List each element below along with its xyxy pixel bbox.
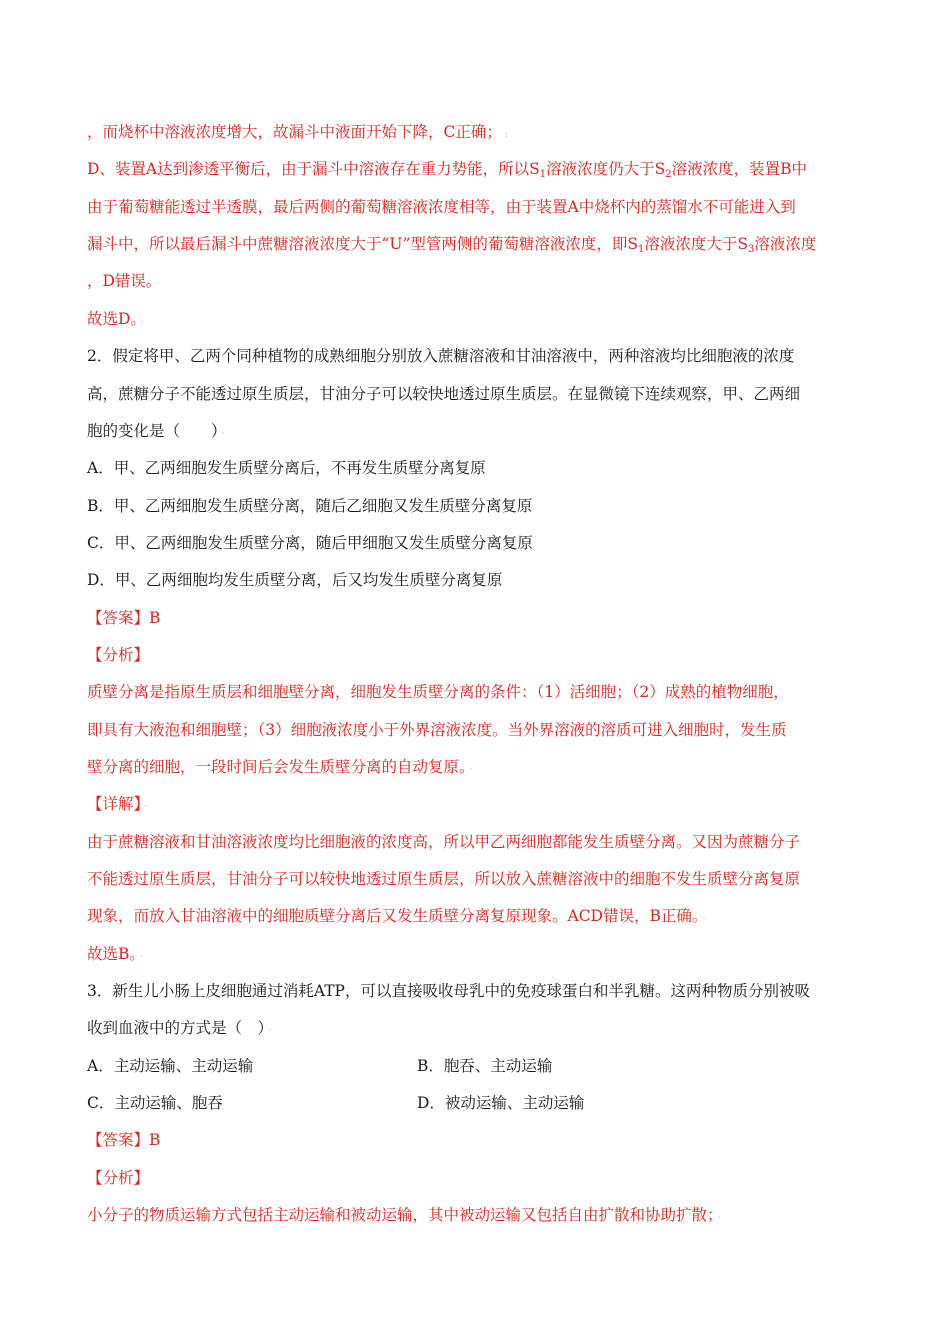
- q2-conclusion: 故选B。 ·: [87, 945, 144, 963]
- q3-option-c: C．主动运输、胞吞: [87, 1094, 223, 1112]
- paragraph-mark: ·: [156, 279, 160, 289]
- q2-analysis-line: 壁分离的细胞，一段时间后会发生质壁分离的自动复原。 ·: [87, 758, 473, 776]
- q2-detail-line: 由于蔗糖溶液和甘油溶液浓度均比细胞液的浓度高，所以甲乙两细胞都能发生质壁分离。又因为蔗糖分子: [87, 833, 801, 851]
- q3-options-row: [87, 1056, 867, 1076]
- q2-detail-heading: 【详解】 ·: [87, 795, 148, 813]
- paragraph-mark: ·: [268, 1026, 272, 1036]
- q1-explanation-line: ，D错误。 ·: [87, 272, 160, 290]
- q3-analysis-line: 小分子的物质运输方式包括主动运输和被动运输，其中被动运输又包括自由扩散和协助扩散； ·: [87, 1206, 721, 1224]
- q2-detail-line: 现象，而放入甘油溶液中的细胞质壁分离后又发生质壁分离复原现象。ACD错误，B正确。 ·: [87, 907, 706, 925]
- q3-stem: 3．新生儿小肠上皮细胞通过消耗ATP，可以直接吸收母乳中的免疫球蛋白和半乳糖。这两种物质分别被吸: [87, 982, 810, 1000]
- q2-stem: 胞的变化是（ ） ·: [87, 422, 225, 440]
- q2-option-c: C．甲、乙两细胞发生质壁分离，随后甲细胞又发生质壁分离复原: [87, 534, 533, 552]
- paragraph-mark: ·: [469, 765, 473, 775]
- paragraph-mark: ·: [144, 802, 148, 812]
- q2-stem: 2．假定将甲、乙两个同种植物的成熟细胞分别放入蔗糖溶液和甘油溶液中，两种溶液均比细胞液的浓度: [87, 347, 795, 365]
- q3-analysis-heading: 【分析】: [87, 1169, 150, 1187]
- paragraph-mark: ·: [702, 914, 706, 924]
- q2-stem: 高，蔗糖分子不能透过原生质层，甘油分子可以较快地透过原生质层。在显微镜下连续观察，甲、乙两细: [87, 385, 801, 403]
- paragraph-mark: ·: [717, 1213, 721, 1223]
- q2-option-d: D．甲、乙两细胞均发生质壁分离，后又均发生质壁分离复原: [87, 571, 503, 589]
- q3-option-d: D．被动运输、主动运输: [417, 1094, 585, 1112]
- q2-analysis-line: 质壁分离是指原生质层和细胞壁分离，细胞发生质壁分离的条件：（1）活细胞；（2）成熟的植物细胞，: [87, 683, 789, 701]
- q3-option-a: A．主动运输、主动运输: [87, 1057, 254, 1075]
- q2-option-a: A．甲、乙两细胞发生质壁分离后，不再发生质壁分离复原: [87, 459, 486, 477]
- q3-answer: 【答案】B: [87, 1131, 161, 1149]
- q2-answer: 【答案】B: [87, 609, 161, 627]
- q1-explanation-line: 由于葡萄糖能透过半透膜，最后两侧的葡萄糖溶液浓度相等，由于装置A中烧杯内的蒸馏水不可能进入到: [87, 198, 796, 216]
- q3-options-row: [87, 1093, 867, 1113]
- q3-option-b: B．胞吞、主动运输: [417, 1057, 553, 1075]
- q3-stem: 收到血液中的方式是（ ） ·: [87, 1019, 272, 1037]
- paragraph-mark: :: [504, 130, 508, 140]
- q2-analysis-heading: 【分析】: [87, 646, 150, 664]
- q1-explanation-line: 漏斗中，所以最后漏斗中蔗糖溶液浓度大于“U”型管两侧的葡萄糖溶液浓度，即$S_1$溶液浓度大于$S_3$溶液浓度: [87, 235, 817, 255]
- q1-explanation-line: D、装置A达到渗透平衡后，由于漏斗中溶液存在重力势能，所以$S_1$溶液浓度仍大于$S_2$溶液浓度，装置B中: [87, 160, 808, 180]
- q2-analysis-line: 即具有大液泡和细胞壁；（3）细胞液浓度小于外界溶液浓度。当外界溶液的溶质可进入细胞时，发生质: [87, 721, 787, 739]
- paragraph-mark: ·: [221, 429, 225, 439]
- q1-explanation-line: ，而烧杯中溶液浓度增大，故漏斗中液面开始下降，C正确； :: [87, 123, 508, 141]
- q1-conclusion: 故选D。 ·: [87, 310, 145, 328]
- q2-option-b: B．甲、乙两细胞发生质壁分离，随后乙细胞又发生质壁分离复原: [87, 497, 533, 515]
- paragraph-mark: ·: [141, 317, 145, 327]
- paragraph-mark: ·: [140, 952, 144, 962]
- q2-detail-line: 不能透过原生质层，甘油分子可以较快地透过原生质层，所以放入蔗糖溶液中的细胞不发生质壁分离复原: [87, 870, 801, 888]
